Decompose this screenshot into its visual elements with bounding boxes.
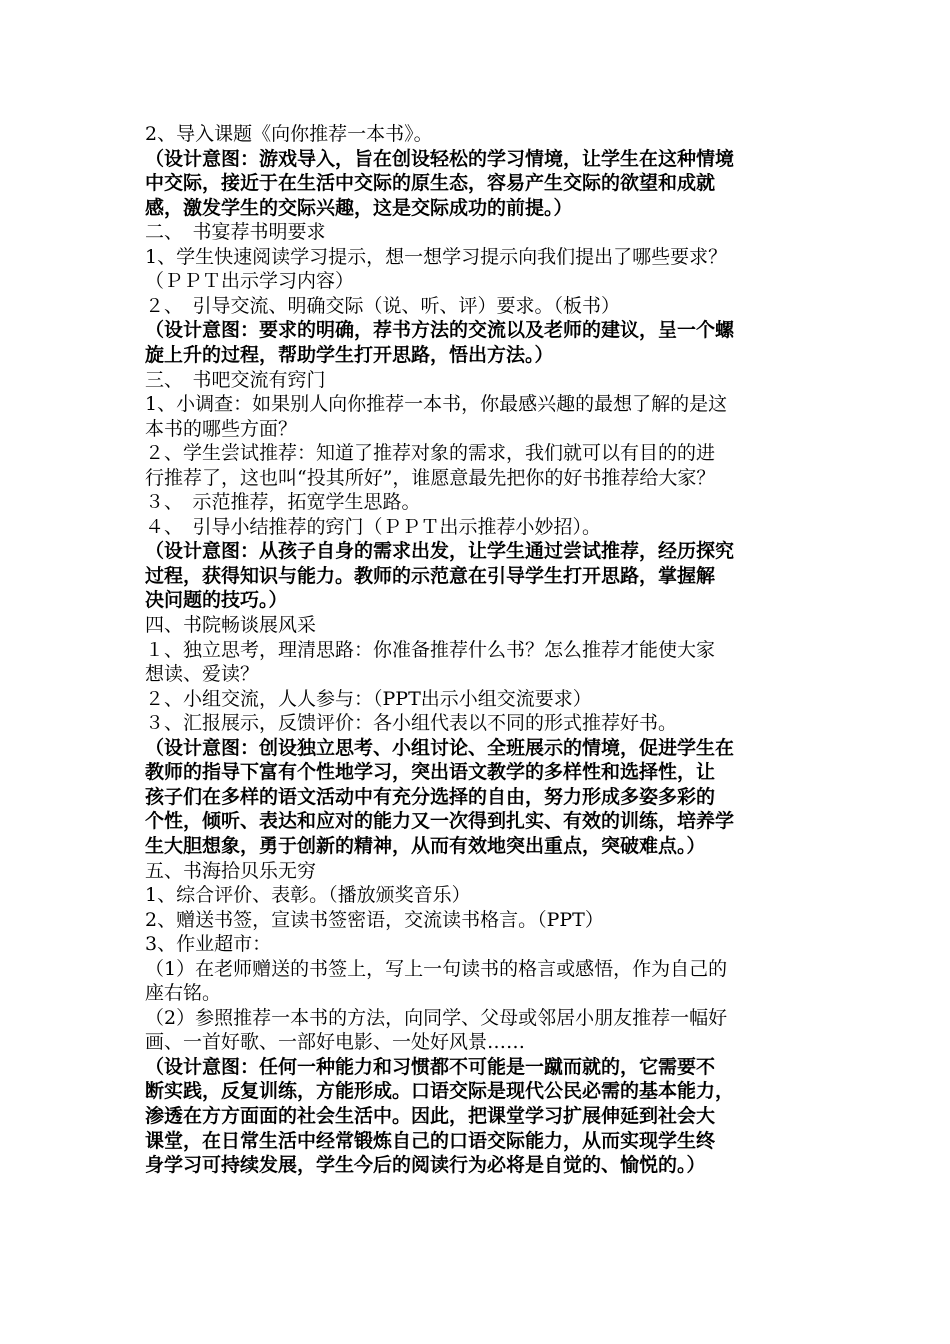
text-line: １、独立思考，理清思路：你准备推荐什么书？怎么推荐才能使大家 [145, 638, 716, 661]
text-line: 1、学生快速阅读学习提示，想一想学习提示向我们提出了哪些要求？ [145, 245, 728, 268]
text-line: 三、 书吧交流有窍门 [145, 368, 326, 391]
text-line: 行推荐了，这也叫“投其所好”，谁愿意最先把你的好书推荐给大家？ [145, 466, 716, 489]
text-line: ３、汇报展示，反馈评价：各小组代表以不同的形式推荐好书。 [145, 712, 678, 735]
text-line: ４、 引导小结推荐的窍门（ＰＰＴ出示推荐小妙招）。 [145, 515, 602, 538]
text-line: 四、书院畅谈展风采 [145, 614, 317, 636]
text-line: 画、一首好歌、一部好电影、一处好风景…… [145, 1031, 526, 1054]
design-intent-line: 生大胆想象，勇于创新的精神，从而有效地突出重点，突破难点。） [145, 834, 706, 857]
design-intent-line: 教师的指导下富有个性地学习，突出语文教学的多样性和选择性，让 [145, 761, 716, 784]
text-line: 2、赠送书签，宣读书签密语，交流读书格言。（PPT） [145, 908, 604, 931]
text-line: 2、导入课题《向你推荐一本书》。 [145, 123, 433, 145]
design-intent-line: 渗透在方方面面的社会生活中。因此，把课堂学习扩展伸延到社会大 [145, 1105, 716, 1127]
design-intent-line: （设计意图：游戏导入，旨在创设轻松的学习情境，让学生在这种情境 [145, 147, 735, 170]
text-line: 3、作业超市： [145, 933, 272, 956]
design-intent-line: 断实践，反复训练，方能形成。口语交际是现代公民必需的基本能力， [145, 1080, 735, 1103]
design-intent-line: （设计意图：创设独立思考、小组讨论、全班展示的情境，促进学生在 [145, 736, 735, 759]
design-intent-line: 孩子们在多样的语文活动中有充分选择的自由，努力形成多姿多彩的 [145, 785, 716, 808]
text-line: （ＰＰＴ出示学习内容） [145, 270, 355, 293]
design-intent-line: 感，激发学生的交际兴趣，这是交际成功的前提。） [145, 196, 573, 219]
text-line: 本书的哪些方面？ [145, 417, 298, 440]
text-line: 想读、爱读？ [145, 663, 260, 686]
design-intent-line: （设计意图：从孩子自身的需求出发，让学生通过尝试推荐，经历探究 [145, 540, 735, 563]
design-intent-line: 过程，获得知识与能力。教师的示范意在引导学生打开思路，掌握解 [145, 564, 716, 587]
design-intent-line: 课堂，在日常生活中经常锻炼自己的口语交际能力，从而实现学生终 [145, 1129, 716, 1152]
design-intent-line: 身学习可持续发展，学生今后的阅读行为必将是自觉的、愉悦的。） [145, 1154, 706, 1177]
text-line: 1、小调查：如果别人向你推荐一本书，你最感兴趣的最想了解的是这 [145, 393, 728, 416]
text-line: ２、小组交流，人人参与：（PPT出示小组交流要求） [145, 687, 592, 710]
text-line: 座右铭。 [145, 982, 222, 1005]
design-intent-line: （设计意图：任何一种能力和习惯都不可能是一蹴而就的，它需要不 [145, 1055, 716, 1078]
design-intent-line: 中交际，接近于在生活中交际的原生态，容易产生交际的欲望和成就 [145, 172, 716, 195]
text-line: ２、 引导交流、明确交际（说、听、评）要求。（板书） [145, 294, 621, 317]
text-line: 二、 书宴荐书明要求 [145, 221, 326, 244]
text-line: （1）在老师赠送的书签上，写上一句读书的格言或感悟，作为自己的 [145, 957, 728, 980]
text-line: （2）参照推荐一本书的方法，向同学、父母或邻居小朋友推荐一幅好 [145, 1006, 728, 1029]
design-intent-line: 旋上升的过程，帮助学生打开思路，悟出方法。） [145, 343, 554, 366]
text-line: 1、综合评价、表彰。（播放颁奖音乐） [145, 884, 471, 907]
text-line: ２、学生尝试推荐：知道了推荐对象的需求，我们就可以有目的的进 [145, 442, 716, 465]
design-intent-line: 个性，倾听、表达和应对的能力又一次得到扎实、有效的训练，培养学 [145, 810, 735, 833]
design-intent-line: （设计意图：要求的明确，荐书方法的交流以及老师的建议，呈一个螺 [145, 319, 735, 342]
text-line: ３、 示范推荐，拓宽学生思路。 [145, 491, 421, 514]
design-intent-line: 决问题的技巧。） [145, 589, 288, 612]
text-line: 五、书海拾贝乐无穷 [145, 859, 317, 882]
